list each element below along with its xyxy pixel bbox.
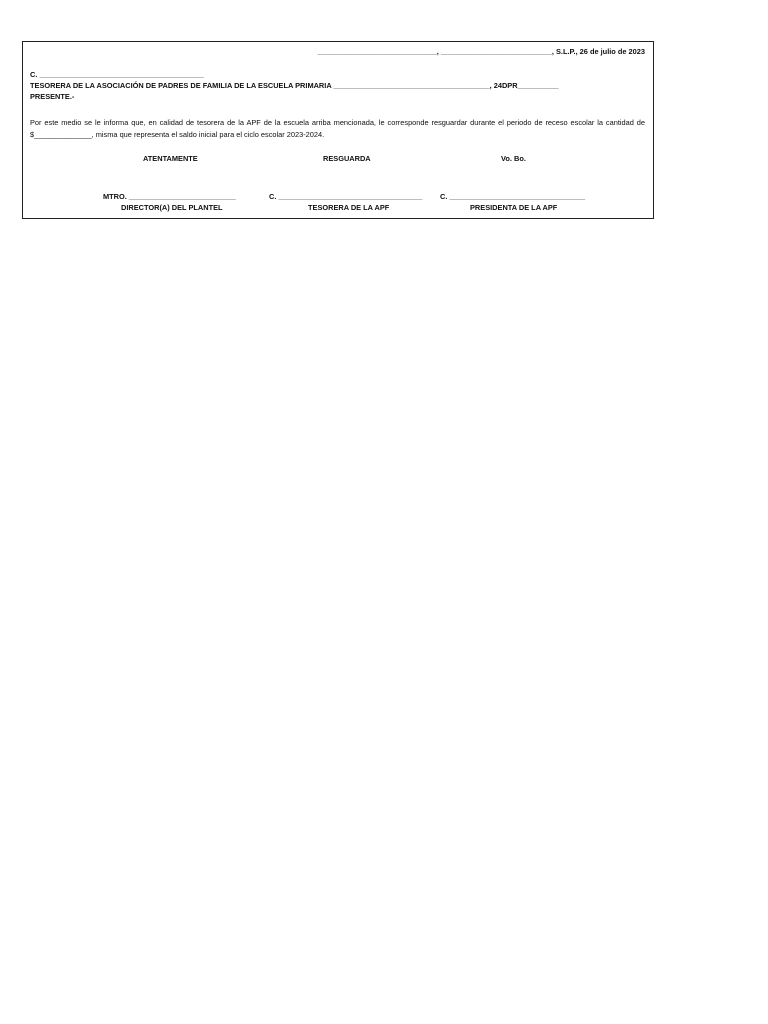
addressee-treasurer-line: TESORERA DE LA ASOCIACIÓN DE PADRES DE FAMILIA DE LA ESCUELA PRIMARIA ______________________________________, 24DPR__________: [30, 81, 559, 90]
addressee-block: [30, 70, 559, 103]
document-form: [22, 41, 654, 219]
addressee-presente: PRESENTE.-: [30, 92, 75, 101]
date-line: _____________________________, ___________________________, S.L.P., 26 de julio de 2023: [317, 47, 645, 56]
director-signature-line: MTRO. __________________________: [103, 192, 236, 201]
tesorera-signature-line: C. ___________________________________: [269, 192, 423, 201]
tesorera-title: TESORERA DE LA APF: [308, 203, 390, 212]
director-title: DIRECTOR(A) DEL PLANTEL: [121, 203, 223, 212]
resguarda-label: RESGUARDA: [323, 154, 371, 163]
body-paragraph: Por este medio se le informa que, en calidad de tesorera de la APF de la escuela arriba mencionada, le corresponde resguardar durante el periodo de receso escolar la cantidad de $______________, misma que representa el saldo inicial para el ciclo escolar 2023-2024.: [30, 118, 645, 139]
vobo-label: Vo. Bo.: [501, 154, 526, 163]
addressee-c-line: C. ________________________________________: [30, 70, 204, 79]
presidenta-title: PRESIDENTA DE LA APF: [470, 203, 558, 212]
atentamente-label: ATENTAMENTE: [143, 154, 198, 163]
presidenta-signature-line: C. _________________________________: [440, 192, 586, 201]
